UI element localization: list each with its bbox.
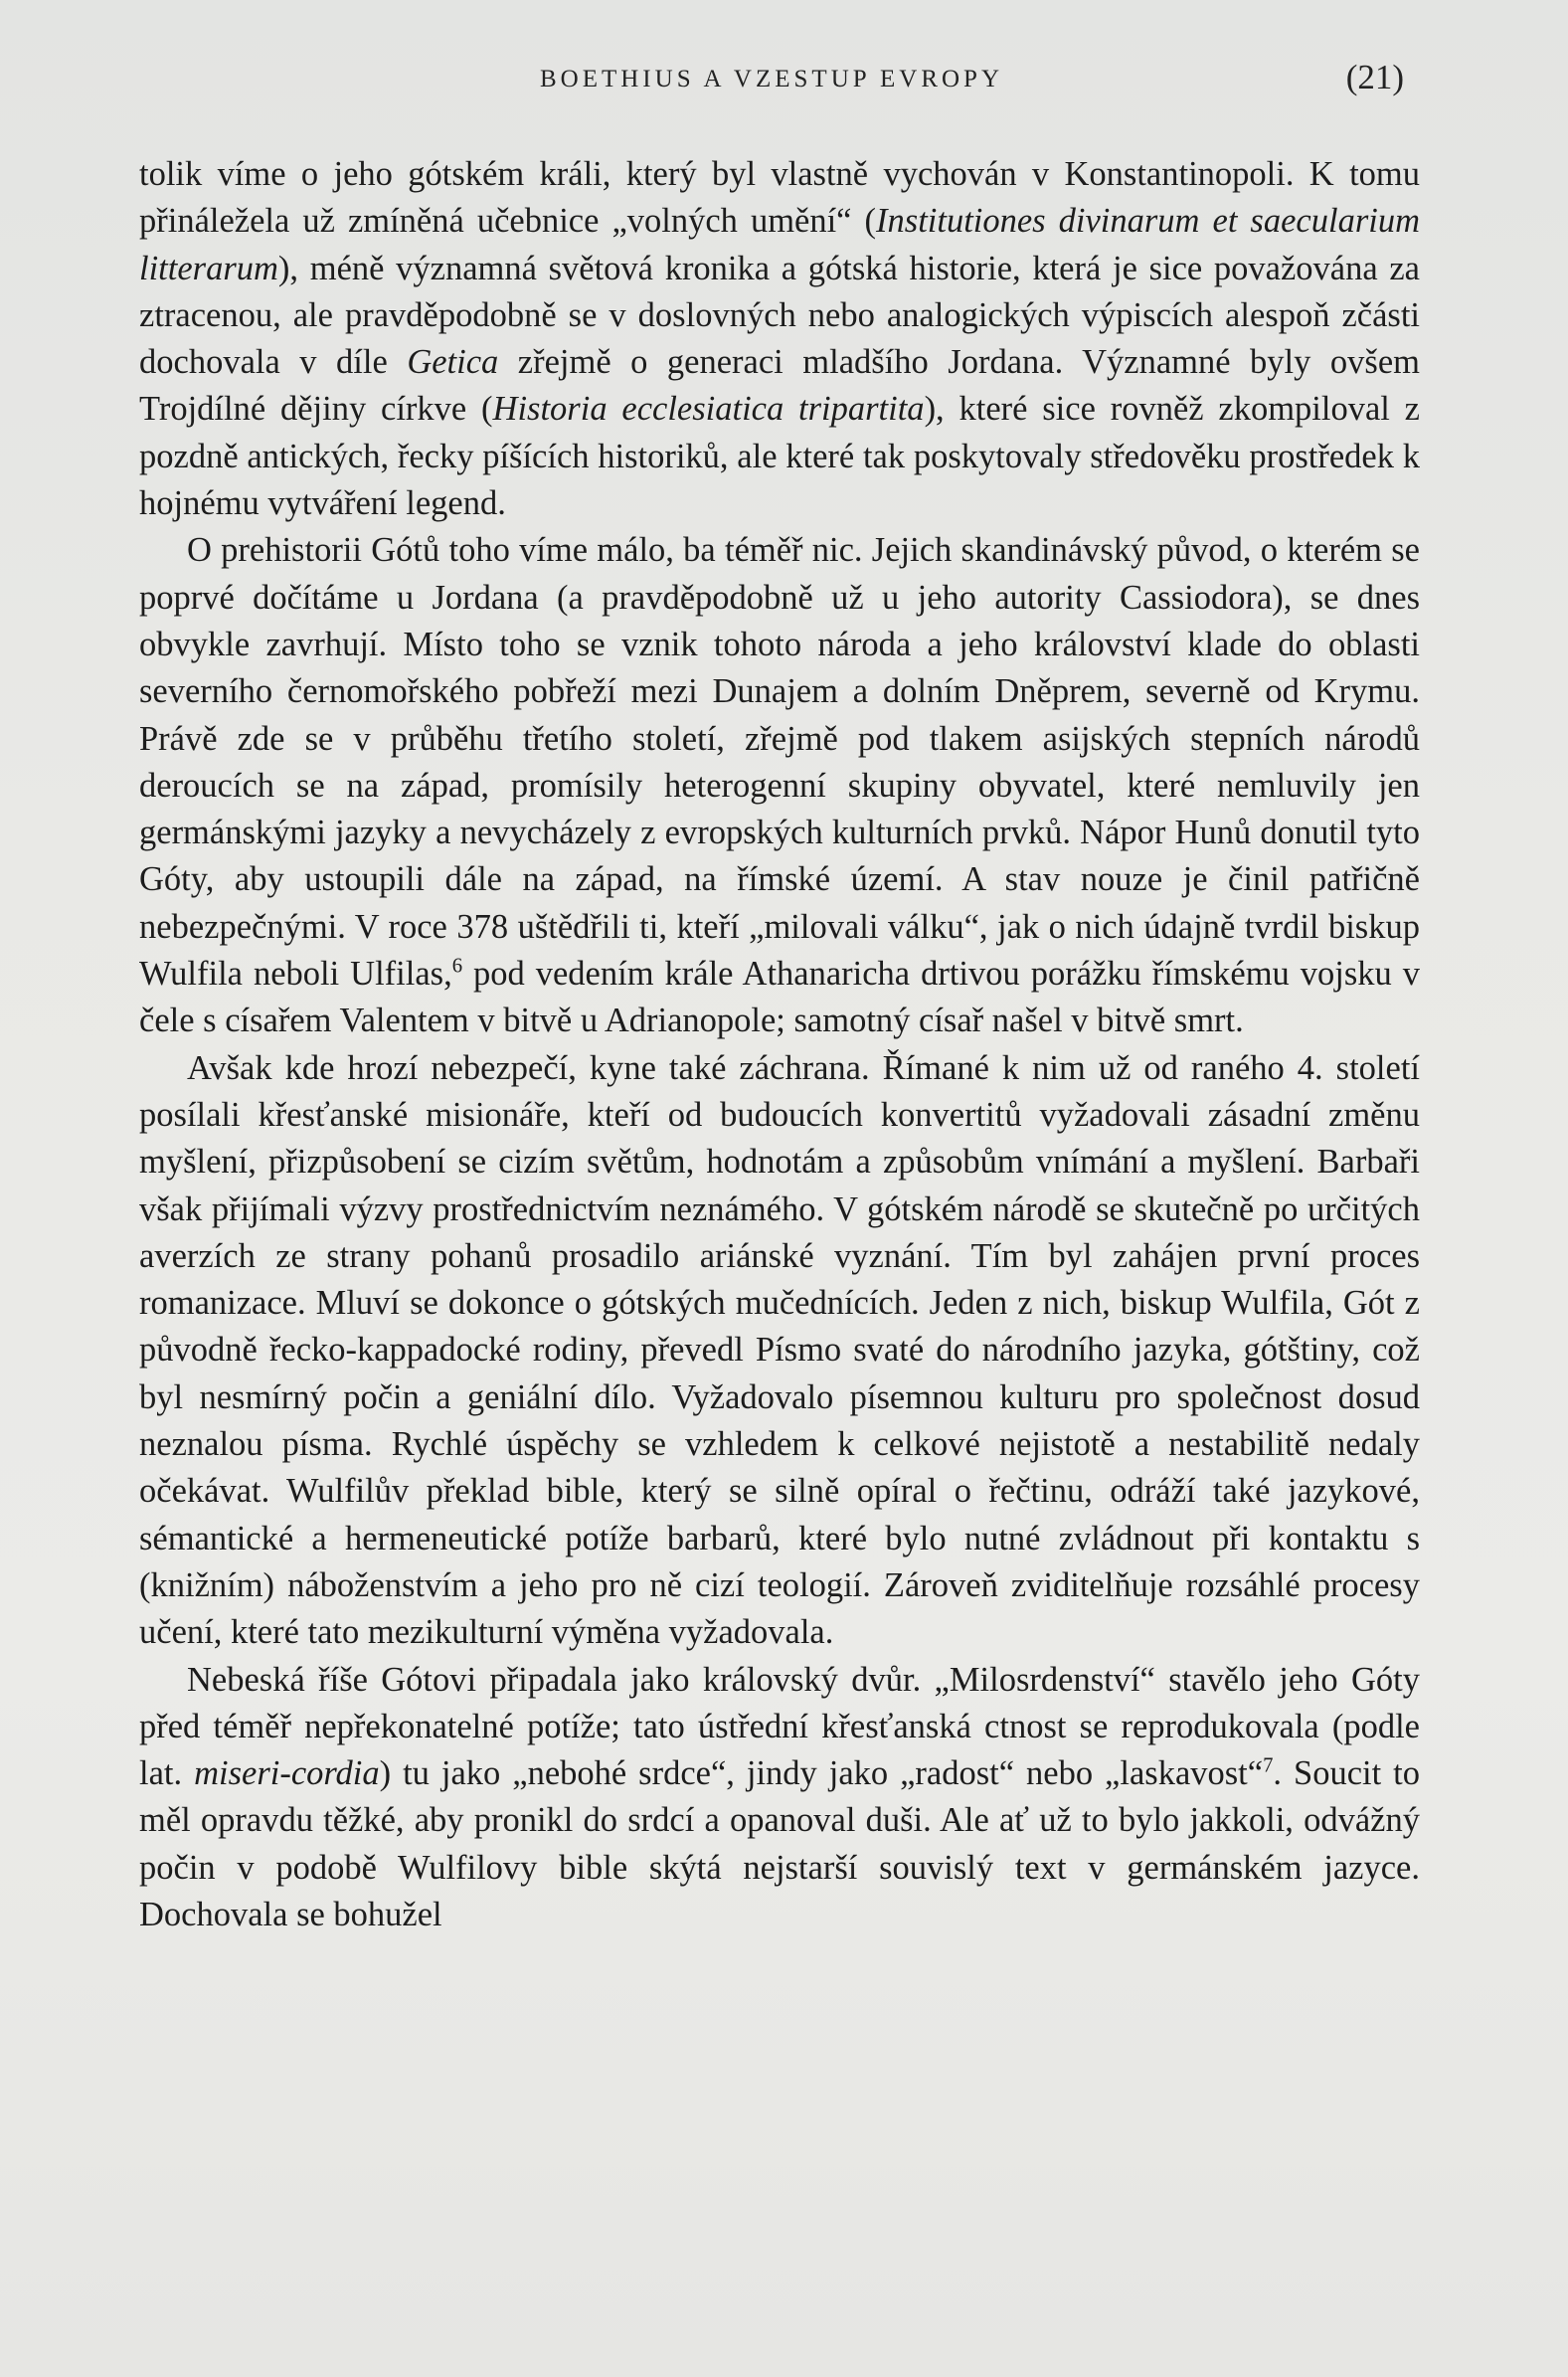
text-body: [139, 151, 1420, 1938]
text-segment: pod vedením krále Athanaricha drtivou porážku římskému vojsku v čele s císařem Valentem v bitvě u Adrianopole; samotný císař našel v bitvě smrt.: [139, 955, 1421, 1040]
text-segment: ) tu jako „nebohé srdce“, jindy jako „radost“ nebo „laskavost“: [379, 1754, 1264, 1793]
text-segment: Avšak kde hrozí nebezpečí, kyne také záchrana. Římané k nim už od raného 4. století posílali křesťanské misionáře, kteří od budoucích konvertitů vyžadovali zásadní změnu myšlení, přizpůsobení se cizím světům, hodnotám a způsobům vnímání a myšlení. Barbaři však přijímali výzvy prostřednictvím neznámého. V gótském národě se skutečně po určitých averzích ze strany pohanů prosadilo ariánské vyznání. Tím byl zahájen první proces romanizace. Mluví se dokonce o gótských mučednících. Jeden z nich, biskup Wulfila, Gót z původně řecko-kappadocké rodiny, převedl Písmo svaté do národního jazyka, gótštiny, což byl nesmírný počin a geniální dílo. Vyžadovalo písemnou kulturu pro společnost dosud neznalou písma. Rychlé úspěchy se vzhledem k celkové nejistotě a nestabilitě nedaly očekávat. Wulfilův překlad bible, který se silně opíral o řečtinu, odráží také jazykové, sémantické a hermeneutické potíže barbarů, které bylo nutné zvládnout při kontaktu s (knižním) náboženstvím a jeho pro ně cizí teologií. Zároveň zviditelňuje rozsáhlé procesy učení, které tato mezikulturní výměna vyžadovala.: [139, 1048, 1420, 1652]
running-head: BOETHIUS A VZESTUP EVROPY: [539, 66, 1003, 92]
footnote-marker: 7: [1263, 1754, 1274, 1777]
paragraph: [139, 1657, 1420, 1939]
paragraph: [139, 1045, 1420, 1657]
text-segment: zřejmě o generaci mladšího Jordana. Významné byly ovšem Trojdílné dějiny církve (: [139, 343, 1420, 429]
paragraph: [139, 527, 1420, 1044]
italic-title: Historia ecclesiatica tripartita: [492, 390, 925, 429]
text-segment: tolik víme o jeho gótském králi, který byl vlastně vychován v Konstantinopoli. K tomu přináležela už zmíněná učebnice „volných umění“ (: [139, 155, 1420, 241]
text-segment: ), které sice rovněž zkompiloval z pozdně antických, řecky píšících historiků, ale které tak poskytovaly středověku prostředek k hojnému vytváření legend.: [139, 390, 1420, 523]
footnote-marker: 6: [451, 955, 463, 978]
paragraph: [139, 151, 1420, 527]
text-segment: . Soucit to měl opravdu těžké, aby pronikl do srdcí a opanoval duši. Ale ať už to bylo jakkoli, odvážný počin v podobě Wulfilovy bible skýtá nejstarší souvislý text v germánském jazyce. Dochovala se bohužel: [139, 1754, 1420, 1933]
italic-title: miseri-cordia: [194, 1754, 380, 1793]
page-header: [139, 58, 1404, 105]
page-number: (21): [1345, 58, 1404, 96]
italic-title: Getica: [407, 343, 499, 382]
text-segment: O prehistorii Gótů toho víme málo, ba téměř nic. Jejich skandinávský původ, o kterém se poprvé dočítáme u Jordana (a pravděpodobně už u jeho autority Cassiodora), se dnes obvykle zavrhují. Místo toho se vznik tohoto národa a jeho království klade do oblasti severního černomořského pobřeží mezi Dunajem a dolním Dněprem, severně od Krymu. Právě zde se v průběhu třetího století, zřejmě pod tlakem asijských stepních národů deroucích se na západ, promísily heterogenní skupiny obyvatel, které nemluvily jen germánskými jazyky a nevycházely z evropských kulturních prvků. Nápor Hunů donutil tyto Góty, aby ustoupili dále na západ, na římské území. A stav nouze je činil patřičně nebezpečnými. V roce 378 uštědřili ti, kteří „milovali válku“, jak o nich údajně tvrdil biskup Wulfila neboli Ulfilas,: [139, 531, 1420, 994]
italic-title: Institutiones divinarum et saecularium litterarum: [139, 202, 1420, 287]
text-segment: ), méně významná světová kronika a gótská historie, která je sice považována za ztracenou, ale pravděpodobně se v doslovných nebo analogických výpiscích alespoň zčásti dochovala v díle: [139, 249, 1420, 382]
text-segment: Nebeská říše Gótovi připadala jako královský dvůr. „Milosrdenství“ stavělo jeho Góty před téměř nepřekonatelné potíže; tato ústřední křesťanská ctnost se reprodukovala (podle lat.: [139, 1660, 1420, 1793]
